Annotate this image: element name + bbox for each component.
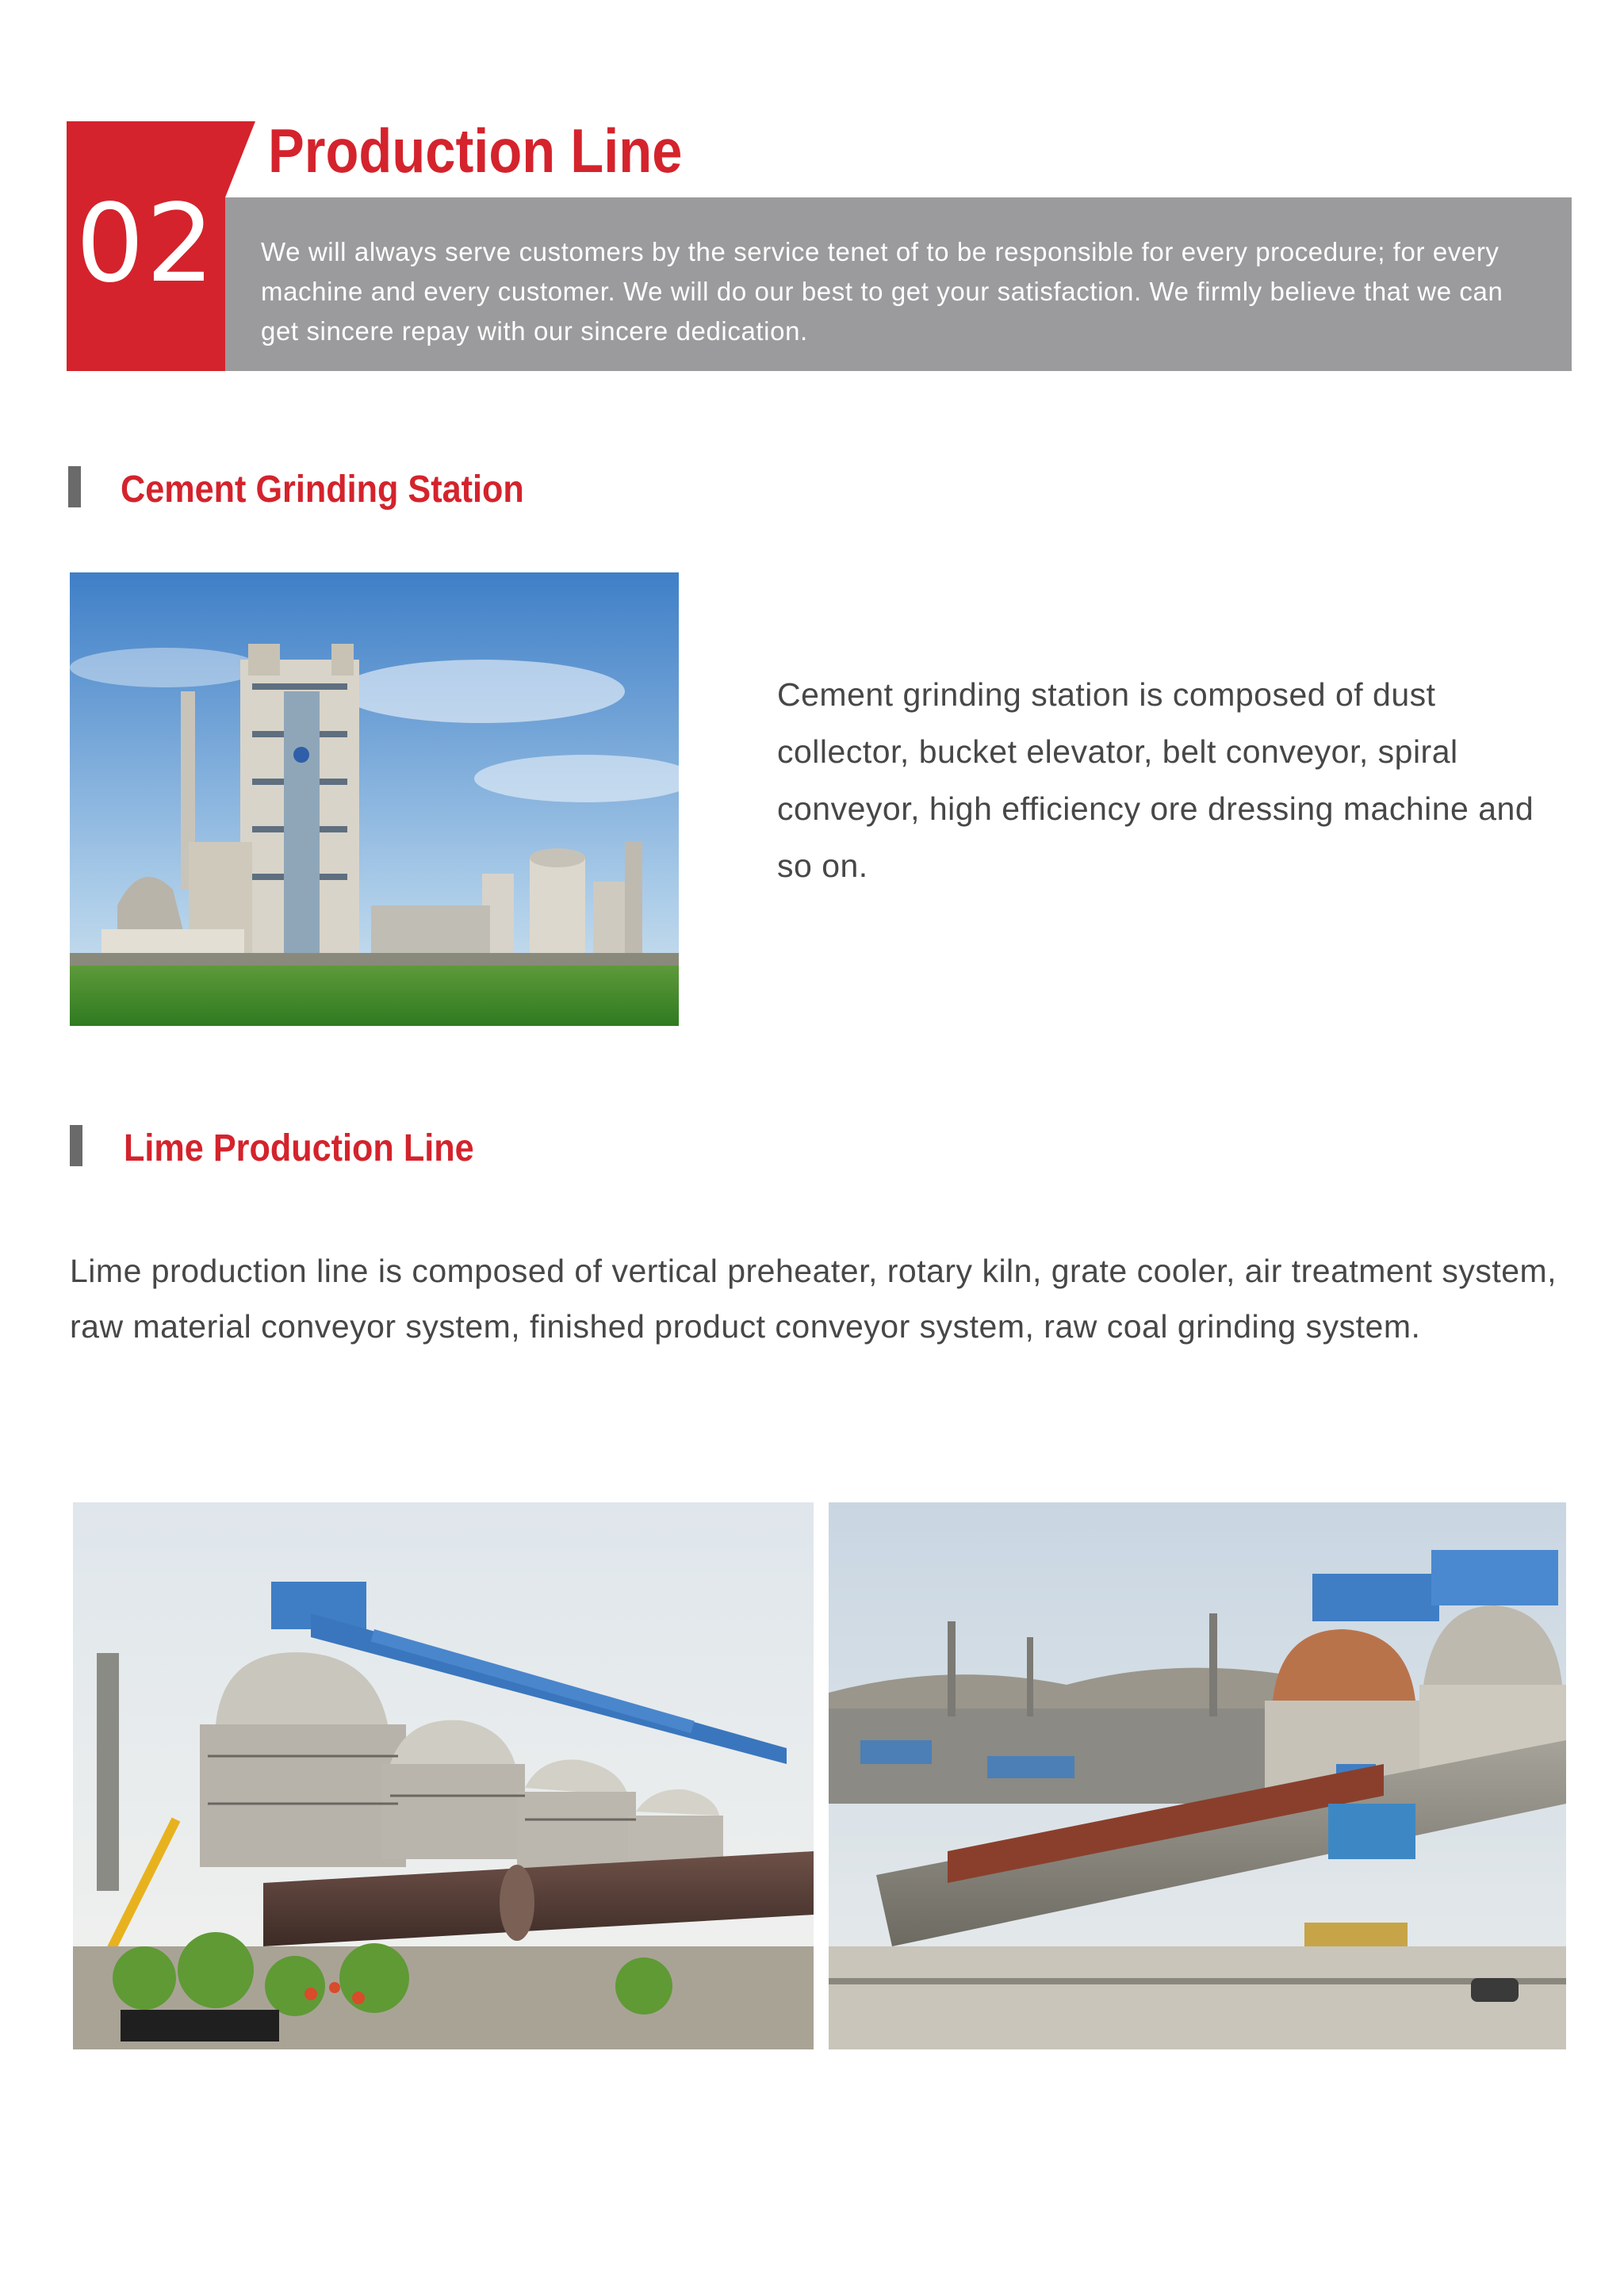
- section-marker: [68, 466, 81, 507]
- cement-section-title: Cement Grinding Station: [121, 469, 524, 511]
- intro-text: We will always serve customers by the service tenet of to be responsible for every procedure; for every machine and every customer. We will do our best to get your satisfaction. We firmly believe that we can get sincere repay with our sincere dedication.: [261, 237, 1503, 346]
- intro-panel: [225, 197, 1572, 371]
- cement-description: Cement grinding station is composed of dust collector, bucket elevator, belt conveyor, spiral conveyor, high efficiency ore dressing machine and so on.: [777, 676, 1534, 884]
- lime-kiln-photo-right: [829, 1502, 1566, 2049]
- section-number-tab: [225, 121, 255, 197]
- lime-description: Lime production line is composed of vertical preheater, rotary kiln, grate cooler, air treatment system, raw material conveyor system, finished product conveyor system, raw coal grinding system.: [70, 1253, 1557, 1345]
- lime-section-title: Lime Production Line: [124, 1127, 474, 1169]
- cement-plant-photo: [70, 572, 679, 1026]
- lime-kiln-photo-left: [73, 1502, 814, 2049]
- section-number: 02: [75, 182, 216, 307]
- page-title: Production Line: [268, 116, 683, 186]
- section-marker: [70, 1125, 82, 1166]
